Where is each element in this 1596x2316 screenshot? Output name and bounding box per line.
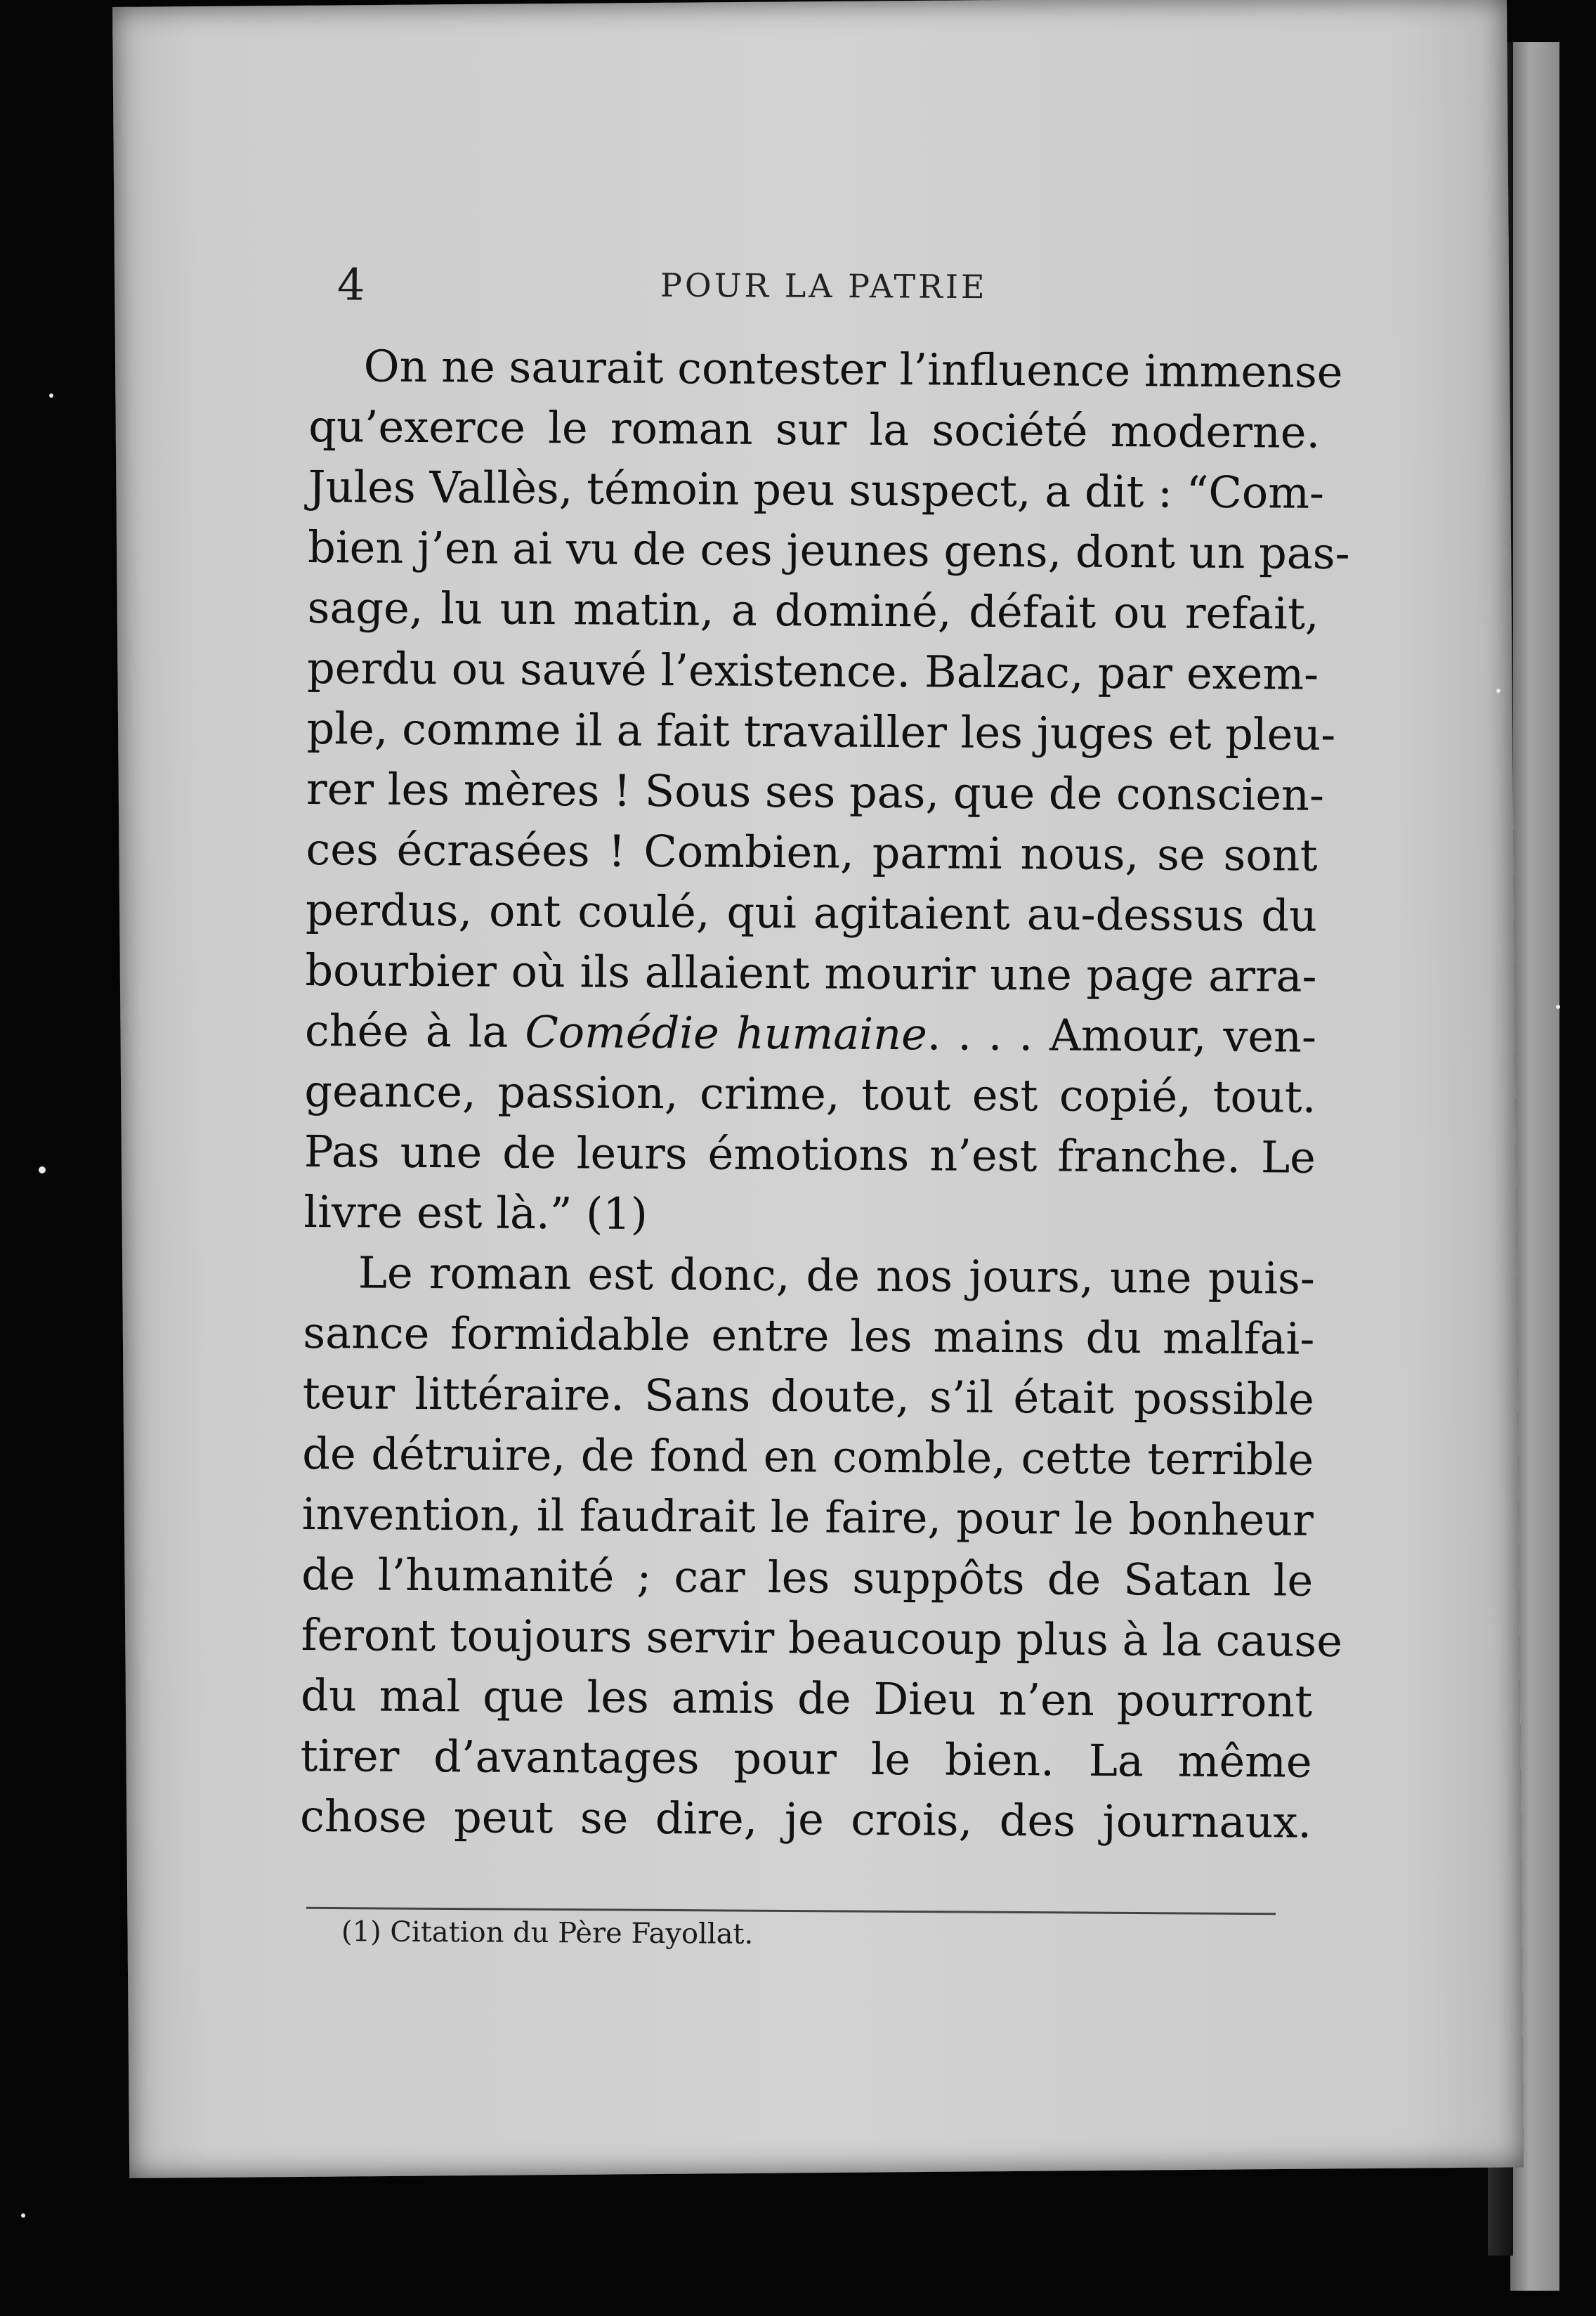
running-head [337,259,1321,313]
film-speck [1556,1005,1560,1009]
text-line: de détruire, de fond en comble, cette terrible [302,1427,1314,1485]
text-line: Le roman est donc, de nos jours, une puis- [358,1247,1316,1304]
text-line: Pas une de leurs émotions n’est franche. Le [303,1125,1316,1183]
body-text [299,336,1350,1853]
text-line: qu’exerce le roman sur la société moderne. [308,400,1321,458]
footnote: (1) Citation du Père Fayollat. [341,1915,754,1951]
text-line: rer les mères ! Sous ses pas, que de conscien- [306,762,1325,821]
film-speck [1496,689,1500,693]
text-line: de l’humanité ; car les suppôts de Satan le [301,1548,1314,1606]
text-line: sage, lu un matin, a dominé, défait ou refait, [307,581,1319,639]
text-fragment: . . . . Amour, ven- [927,1008,1317,1062]
film-speck [21,2213,25,2218]
text-line: feront toujours servir beaucoup plus à la cause [301,1608,1343,1667]
text-line: invention, il faudrait le faire, pour le bonheur [301,1488,1314,1546]
text-line: Jules Vallès, témoin peu suspect, a dit : “Com- [308,460,1325,519]
text-line: teur littéraire. Sans doute, s’il était possible [302,1367,1315,1425]
text-line: livre est là.” (1) [303,1185,648,1240]
text-line: geance, passion, crime, tout est copié, tout. [304,1065,1316,1123]
text-line: ces écrasées ! Combien, parmi nous, se sont [306,823,1318,881]
text-line-with-title [305,1001,1316,1067]
film-speck [49,393,53,398]
text-line: bien j’en ai vu de ces jeunes gens, dont un pas- [307,521,1350,580]
book-title-italic: Comédie humaine [525,1006,927,1060]
text-line: tirer d’avantages pour le bien. La même [300,1729,1312,1788]
text-line: ple, comme il a fait travailler les juges et pleu- [306,702,1336,760]
text-line: perdu ou sauvé l’existence. Balzac, par exem- [306,642,1319,700]
text-line: chose peut se dire, je crois, des journaux. [299,1790,1312,1848]
text-line: On ne saurait contester l’influence immense [363,340,1343,398]
film-speck [39,1166,46,1173]
text-line: perdus, ont coulé, qui agitaient au-dessus du [305,883,1318,942]
text-line: du mal que les amis de Dieu n’en pourront [300,1669,1313,1727]
running-title: POUR LA PATRIE [660,266,988,306]
text-line: bourbier où ils allaient mourir une page arra- [305,944,1317,1002]
text-fragment: chée à la [304,1004,509,1058]
page-number: 4 [336,259,365,311]
text-line: sance formidable entre les mains du malfai- [303,1306,1315,1365]
